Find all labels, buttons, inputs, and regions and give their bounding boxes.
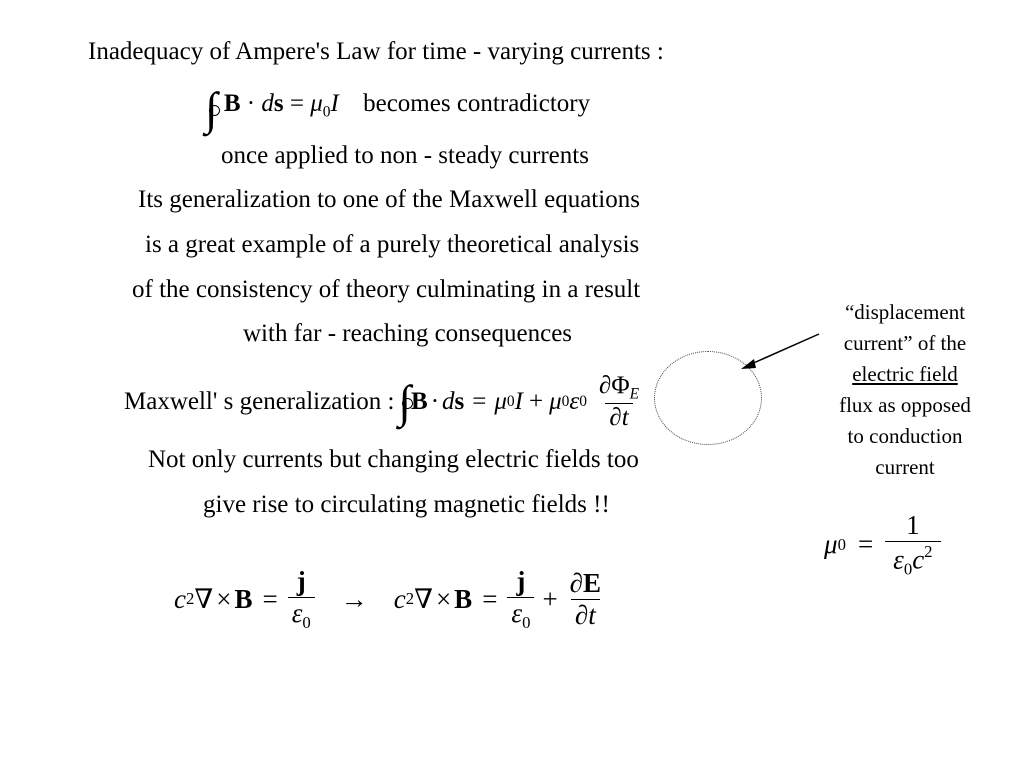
contour-integral-symbol: ∫ (398, 379, 411, 425)
contour-integral-symbol: ∫ (205, 86, 218, 132)
body-line-5: with far - reaching consequences (243, 320, 573, 347)
body-line-1: once applied to non - steady currents (221, 142, 589, 169)
displacement-current-annotation: “displacement current” of the electric field flux as opposed to conduction current (839, 300, 971, 479)
displacement-current-fraction: $\frac{\partial\Phi_E}{\partial t}$ (599, 372, 640, 432)
b-vector: B (223, 90, 241, 118)
maxwell-generalization-equation: Maxwell' s generalization : ∫ B · d s = μ 0 I + μ 0 ε 0 $\frac{\partial\Phi_E}{\partial t}$ (124, 372, 643, 432)
statement-line-2: give rise to circulating magnetic fields !! (203, 491, 610, 518)
maxwell-label: Maxwell' s generalization : (124, 388, 395, 416)
body-line-2: Its generalization to one of the Maxwell equations (138, 186, 640, 213)
j-over-eps-fraction: $\frac{j}{\varepsilon_0}$ (507, 566, 534, 633)
mu0-relation: μ 0 = $\frac{1}{\varepsilon_0c^2}$ (824, 510, 941, 580)
body-line-3: is a great example of a purely theoretical analysis (145, 231, 640, 258)
curl-equations: c 2 ∇ × B = $\frac{j}{\varepsilon_0}$ → c 2 ∇ × B = $\frac{j}{\varepsilon_0}$ + $\frac{\partial E}{\partial t}$ (174, 566, 605, 633)
slide-title: Inadequacy of Ampere's Law for time - varying currents : (88, 38, 664, 65)
dE-dt-fraction: $\frac{\partial E}{\partial t}$ (569, 567, 602, 630)
statement-line-1: Not only currents but changing electric fields too (148, 446, 639, 473)
body-line-4: of the consistency of theory culminating in a result (132, 276, 641, 303)
mu0-fraction: $\frac{1}{\varepsilon_0c^2}$ (885, 510, 940, 580)
ampere-law-remark: becomes contradictory (363, 90, 591, 118)
implies-arrow: → (340, 583, 368, 614)
ampere-law-equation: ∫ B · ds = $\mu_0I$ becomes contradictory (205, 83, 591, 134)
j-over-eps-fraction: $\frac{j}{\varepsilon_0}$ (288, 566, 315, 633)
